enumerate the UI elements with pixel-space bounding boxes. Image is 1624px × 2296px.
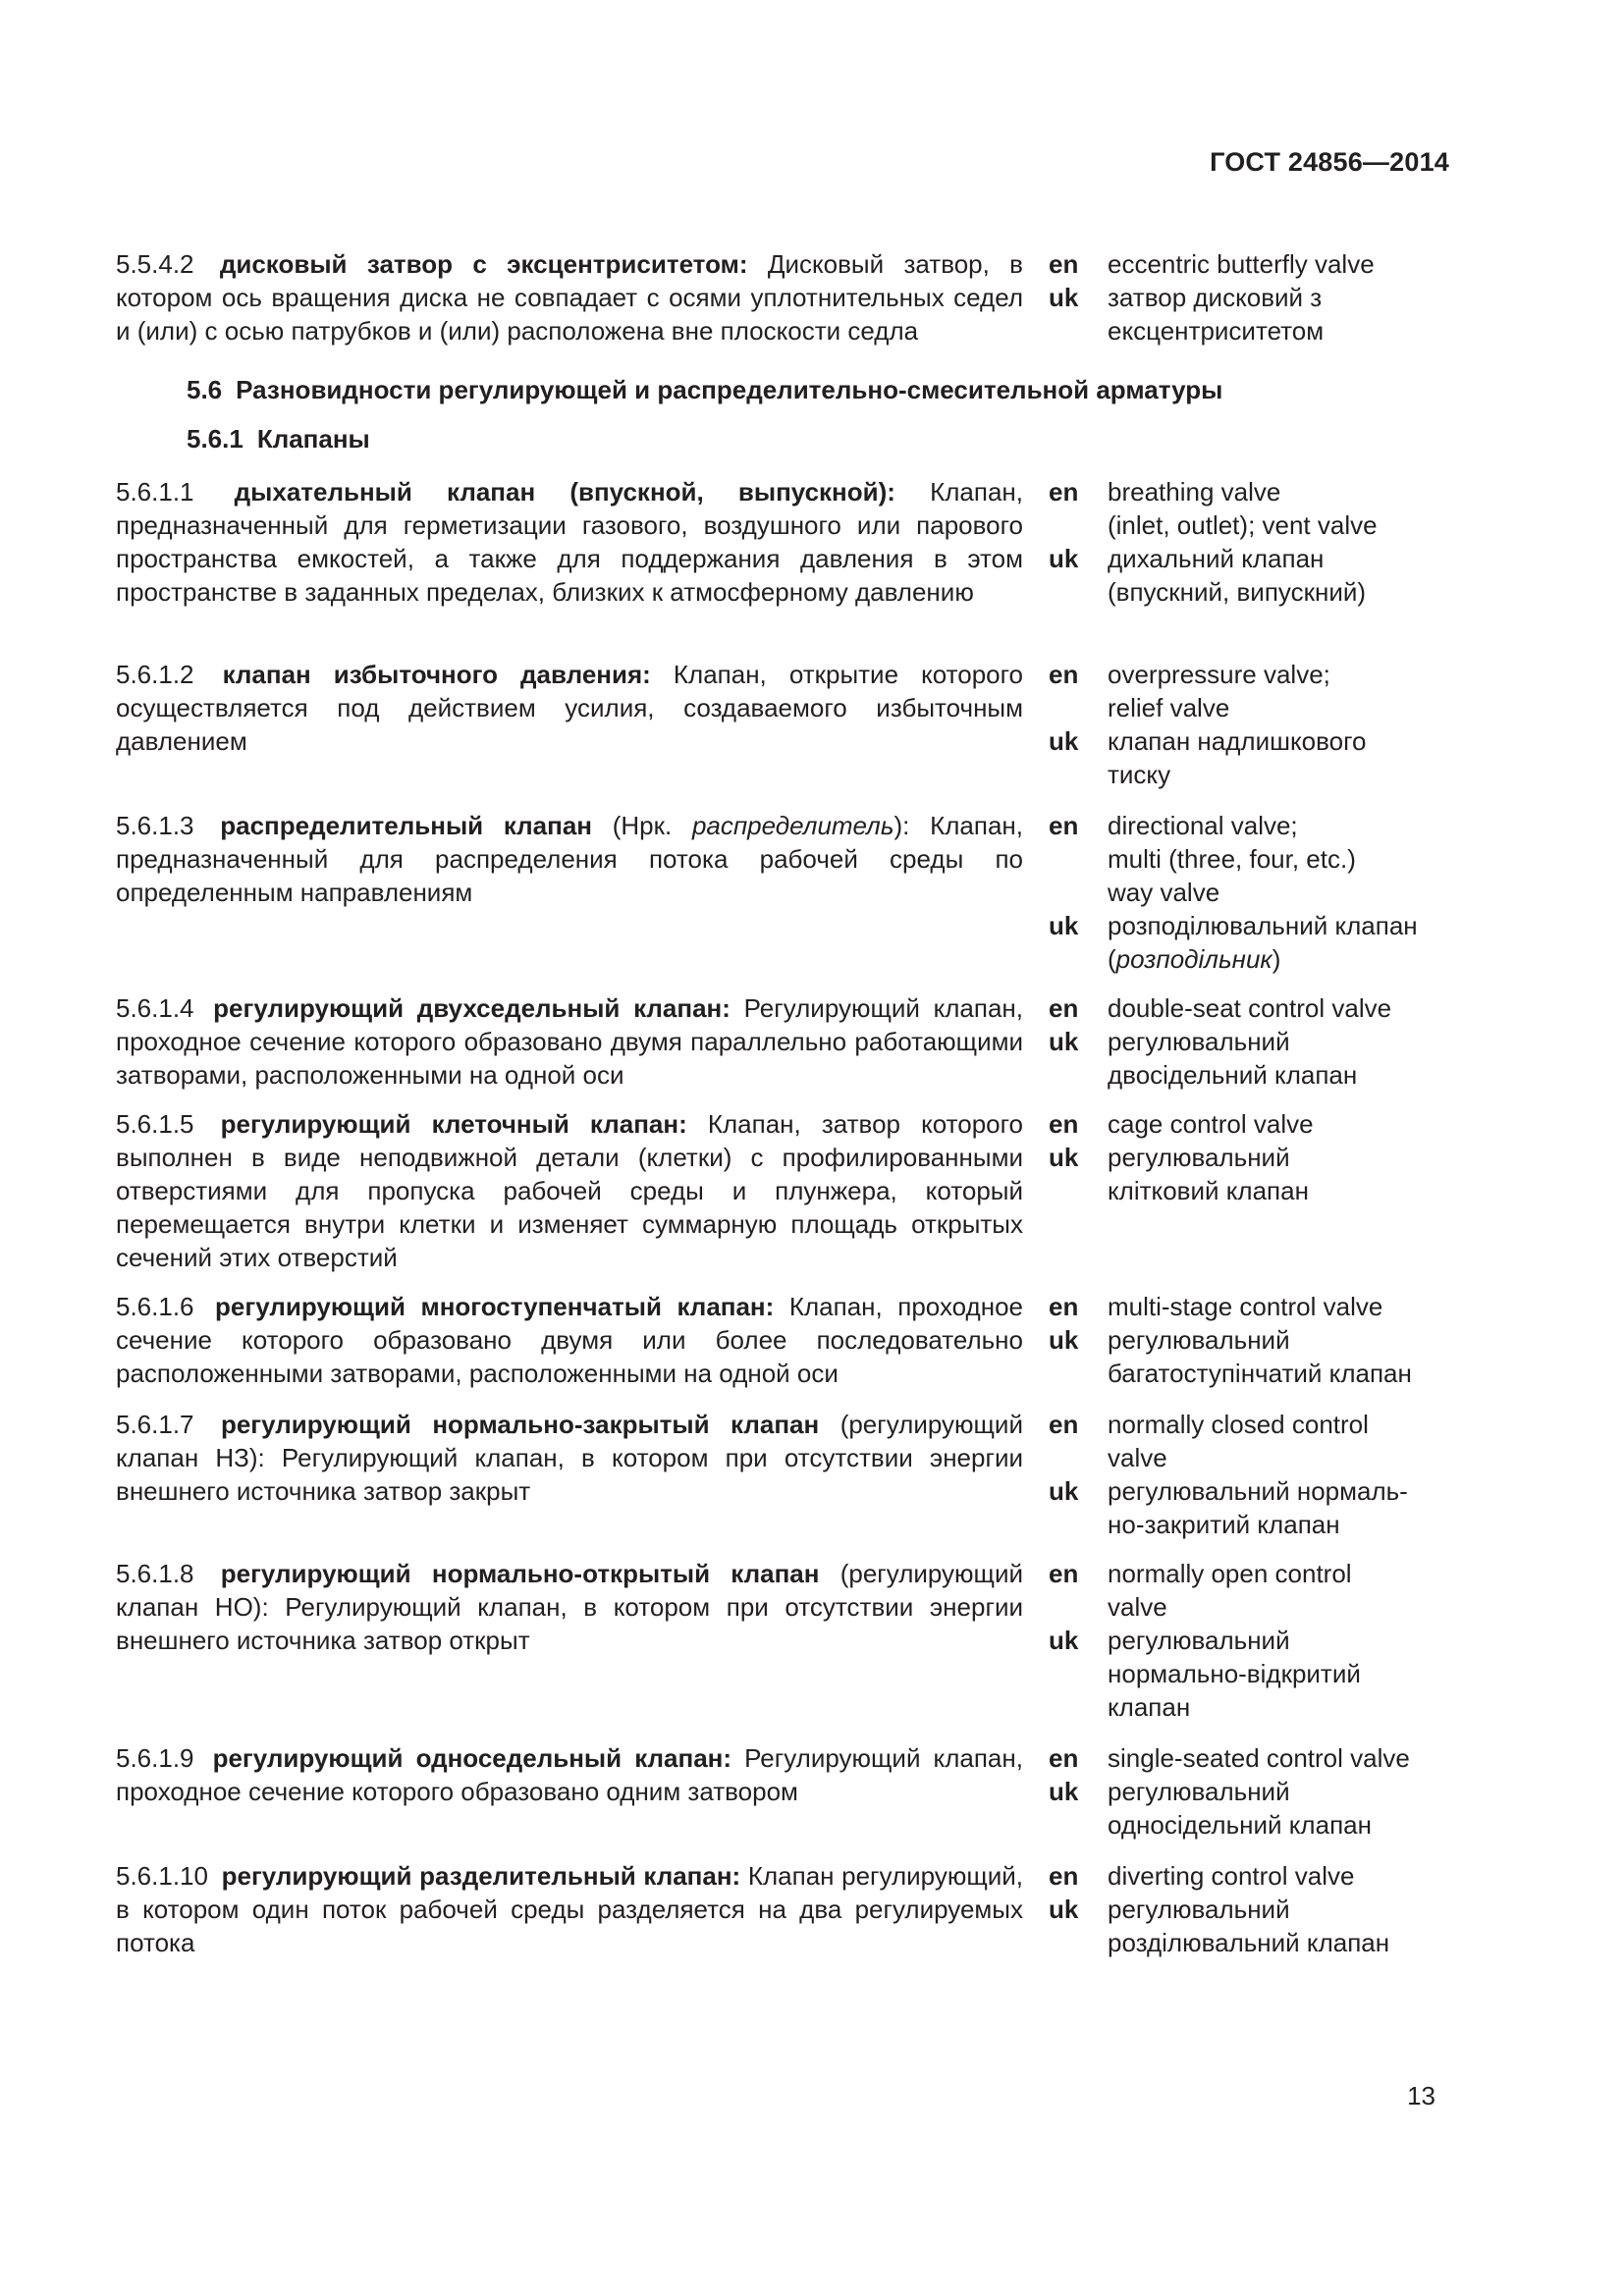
term-name: регулирующий односедельный клапан: [212, 1743, 732, 1773]
uk-term-line: розділювальний клапан [1108, 1928, 1390, 1957]
lang-row-en [1049, 1290, 1451, 1323]
definition-text: Клапан, открытие которого осуществляется под действием усилия, создаваемого избыточным давлением [116, 660, 1024, 756]
term-definition [116, 658, 1023, 758]
lang-code-uk: uk [1049, 1325, 1079, 1355]
en-term-line: single-seated control valve [1108, 1743, 1410, 1773]
definition-text: Клапан регулирующий, в котором один поток рабочей среды разделяется на два регулируемых потока [116, 1861, 1023, 1957]
en-term-line: breathing valve [1108, 477, 1281, 507]
lang-code-en: en [1049, 811, 1079, 840]
term-definition [116, 475, 1023, 609]
term-number: 5.6.1.5 [116, 1109, 194, 1139]
term-definition [116, 809, 1023, 909]
lang-row-uk [1049, 542, 1451, 609]
uk-term-line: клапан [1108, 1692, 1191, 1722]
lang-code-uk: uk [1049, 911, 1079, 940]
uk-term-line: регулювальний [1108, 1777, 1290, 1806]
lang-row-en [1049, 658, 1451, 724]
lang-row-en [1049, 1859, 1451, 1893]
equivalents [1049, 1107, 1451, 1207]
section-heading-5-6-1 [187, 422, 370, 455]
lang-row-en [1049, 1557, 1451, 1624]
uk-term-line-italic [1108, 942, 1451, 976]
section-title: Клапаны [256, 424, 370, 454]
term-definition [116, 1741, 1023, 1808]
lang-code-en: en [1049, 1410, 1079, 1439]
term-number: 5.6.1.2 [116, 660, 194, 689]
lang-code-en: en [1049, 660, 1079, 689]
lang-row-uk [1049, 909, 1451, 976]
lang-row-en [1049, 1107, 1451, 1141]
term-name: регулирующий нормально-открытый клапан [220, 1559, 820, 1588]
lang-row-uk [1049, 1624, 1451, 1724]
definition-text: Регулирующий клапан, проходное сечение которого образовано двумя параллельно работающими затворами, расположенными на одной оси [116, 993, 1023, 1090]
term-number: 5.6.1.1 [116, 477, 194, 507]
equivalents [1049, 1557, 1451, 1724]
section-title: Разновидности регулирующей и распределительно-смесительной арматуры [236, 375, 1223, 404]
en-term-line: eccentric butterfly valve [1108, 249, 1375, 279]
term-definition [116, 1859, 1023, 1959]
term-definition [116, 991, 1023, 1092]
lang-row-uk [1049, 1775, 1451, 1842]
term-number: 5.6.1.10 [116, 1861, 208, 1891]
paren-close: ) [1272, 944, 1281, 974]
uk-term-line: но-закритий клапан [1108, 1510, 1340, 1539]
term-definition [116, 1290, 1023, 1390]
uk-term-line: регулювальний [1108, 1626, 1290, 1655]
lang-code-uk: uk [1049, 726, 1079, 756]
equivalents [1049, 809, 1451, 976]
term-name: клапан избыточного давления: [222, 660, 651, 689]
uk-term-line: двосідельний клапан [1108, 1060, 1358, 1090]
definition-text: Дисковый затвор, в котором ось вращения диска не совпадает с осями уплотнительных седел и (или) с осью патрубков и (или) расположена вне плоскости седла [116, 249, 1023, 346]
term-name: распределительный клапан [220, 811, 593, 840]
term-name: дисковый затвор с эксцентриситетом: [219, 249, 748, 279]
lang-row-uk [1049, 1893, 1451, 1959]
term-number: 5.6.1.4 [116, 993, 194, 1023]
equivalents [1049, 475, 1451, 609]
lang-row-uk [1049, 281, 1451, 347]
uk-term-line: нормально-відкритий [1108, 1659, 1361, 1688]
term-number: 5.6.1.8 [116, 1559, 194, 1588]
lang-code-uk: uk [1049, 1027, 1079, 1056]
en-term-line: (inlet, outlet); vent valve [1108, 510, 1378, 540]
uk-italic-term: розподільник [1115, 944, 1272, 974]
definition-prefix: (Нрк. [612, 811, 673, 840]
en-term-line: relief valve [1108, 693, 1230, 722]
definition-text: (регулирующий клапан НЗ): Регулирующий клапан, в котором при отсутствии энергии внешнего источника затвор закрыт [116, 1410, 1023, 1506]
equivalents [1049, 658, 1451, 791]
lang-code-uk: uk [1049, 544, 1079, 573]
uk-term-line: клапан надлишкового [1108, 726, 1367, 756]
page-number: 13 [1407, 2081, 1435, 2110]
en-term-line: multi-stage control valve [1108, 1292, 1383, 1321]
uk-term-line: регулювальний [1108, 1895, 1290, 1924]
uk-term-line: односідельний клапан [1108, 1810, 1372, 1840]
term-name: регулирующий клеточный клапан: [220, 1109, 687, 1139]
en-term-line: valve [1108, 1443, 1167, 1472]
uk-term-line: регулювальний [1108, 1143, 1290, 1172]
lang-code-en: en [1049, 1559, 1079, 1588]
uk-term-line: регулювальний [1108, 1325, 1290, 1355]
en-term-line: valve [1108, 1592, 1167, 1622]
equivalents [1049, 1408, 1451, 1541]
term-name: регулирующий нормально-закрытый клапан [220, 1410, 820, 1439]
lang-row-en [1049, 809, 1451, 909]
lang-row-uk [1049, 724, 1451, 791]
term-number: 5.6.1.6 [116, 1292, 194, 1321]
term-definition [116, 1107, 1023, 1274]
lang-row-uk [1049, 1323, 1451, 1390]
equivalents [1049, 247, 1451, 347]
lang-code-en: en [1049, 249, 1079, 279]
term-definition [116, 1557, 1023, 1657]
equivalents [1049, 1859, 1451, 1959]
lang-code-en: en [1049, 477, 1079, 507]
section-heading-5-6 [187, 373, 1222, 406]
en-term-line: multi (three, four, etc.) [1108, 844, 1356, 874]
uk-term-line: клітковий клапан [1108, 1176, 1309, 1205]
lang-code-en: en [1049, 993, 1079, 1023]
lang-code-en: en [1049, 1292, 1079, 1321]
term-number: 5.6.1.3 [116, 811, 194, 840]
uk-term-line: регулювальний нормаль- [1108, 1476, 1408, 1506]
en-term-line: directional valve; [1108, 811, 1298, 840]
term-name: регулирующий разделительный клапан: [221, 1861, 741, 1891]
uk-term-line: ексцентриситетом [1108, 316, 1325, 346]
definition-text: Клапан, проходное сечение которого образовано двумя или более последовательно расположенными затворами, расположенными на одной оси [116, 1292, 1024, 1388]
lang-row-en [1049, 475, 1451, 542]
term-definition [116, 247, 1023, 347]
term-number: 5.5.4.2 [116, 249, 194, 279]
term-number: 5.6.1.9 [116, 1743, 194, 1773]
lang-code-en: en [1049, 1109, 1079, 1139]
lang-code-uk: uk [1049, 1476, 1079, 1506]
lang-code-uk: uk [1049, 1777, 1079, 1806]
lang-row-uk [1049, 1025, 1451, 1092]
lang-code-uk: uk [1049, 1626, 1079, 1655]
lang-code-uk: uk [1049, 1895, 1079, 1924]
lang-code-uk: uk [1049, 1143, 1079, 1172]
term-name: регулирующий двухседельный клапан: [213, 993, 731, 1023]
uk-term-line: регулювальний [1108, 1027, 1290, 1056]
paren-open: ( [1108, 944, 1116, 974]
definition-text: Клапан, предназначенный для герметизации газового, воздушного или парового пространства емкостей, а также для поддержания давления в этом пространстве в заданных пределах, близких к атмосферному давлению [116, 477, 1023, 607]
en-term-line: normally closed control [1108, 1410, 1369, 1439]
lang-code-en: en [1049, 1861, 1079, 1891]
lang-row-en [1049, 247, 1451, 281]
en-term-line: overpressure valve; [1108, 660, 1330, 689]
uk-term-line: (впускний, випускний) [1108, 577, 1367, 607]
equivalents [1049, 991, 1451, 1092]
definition-text: Регулирующий клапан, проходное сечение которого образовано одним затвором [116, 1743, 1023, 1806]
uk-term-line: багатоступінчатий клапан [1108, 1359, 1412, 1388]
lang-row-uk [1049, 1474, 1451, 1541]
en-term-line: normally open control [1108, 1559, 1352, 1588]
term-number: 5.6.1.7 [116, 1410, 194, 1439]
section-number: 5.6.1 [187, 424, 244, 454]
uk-term-line: дихальний клапан [1108, 544, 1325, 573]
equivalents [1049, 1741, 1451, 1842]
lang-row-en [1049, 991, 1451, 1025]
uk-term-line: розподілювальний клапан [1108, 911, 1418, 940]
definition-text: ): Клапан, предназначенный для распределения потока рабочей среды по определенным направлениям [116, 811, 1023, 907]
uk-term-line: тиску [1108, 760, 1171, 789]
section-number: 5.6 [187, 375, 223, 404]
lang-row-uk [1049, 1141, 1451, 1207]
term-name: дыхательный клапан (впускной, выпускной): [234, 477, 895, 507]
en-term-line: double-seat control valve [1108, 993, 1392, 1023]
lang-code-en: en [1049, 1743, 1079, 1773]
definition-text: (регулирующий клапан НО): Регулирующий клапан, в котором при отсутствии энергии внешнего источника затвор открыт [116, 1559, 1023, 1655]
lang-row-en [1049, 1741, 1451, 1775]
en-term-line: way valve [1108, 878, 1220, 907]
definition-italic: распределитель [691, 811, 894, 840]
term-name: регулирующий многоступенчатый клапан: [215, 1292, 775, 1321]
en-term-line: diverting control valve [1108, 1861, 1355, 1891]
document-standard-id: ГОСТ 24856—2014 [1210, 147, 1449, 177]
equivalents [1049, 1290, 1451, 1390]
en-term-line: cage control valve [1108, 1109, 1314, 1139]
lang-row-en [1049, 1408, 1451, 1474]
definition-text: Клапан, затвор которого выполнен в виде неподвижной детали (клетки) с профилированными отверстиями для пропуска рабочей среды и плунжера, который перемещается внутри клетки и изменяет суммарную площадь открытых сечений этих отверстий [116, 1109, 1023, 1272]
lang-code-uk: uk [1049, 283, 1079, 312]
term-definition [116, 1408, 1023, 1508]
uk-term-line: затвор дисковий з [1108, 283, 1323, 312]
